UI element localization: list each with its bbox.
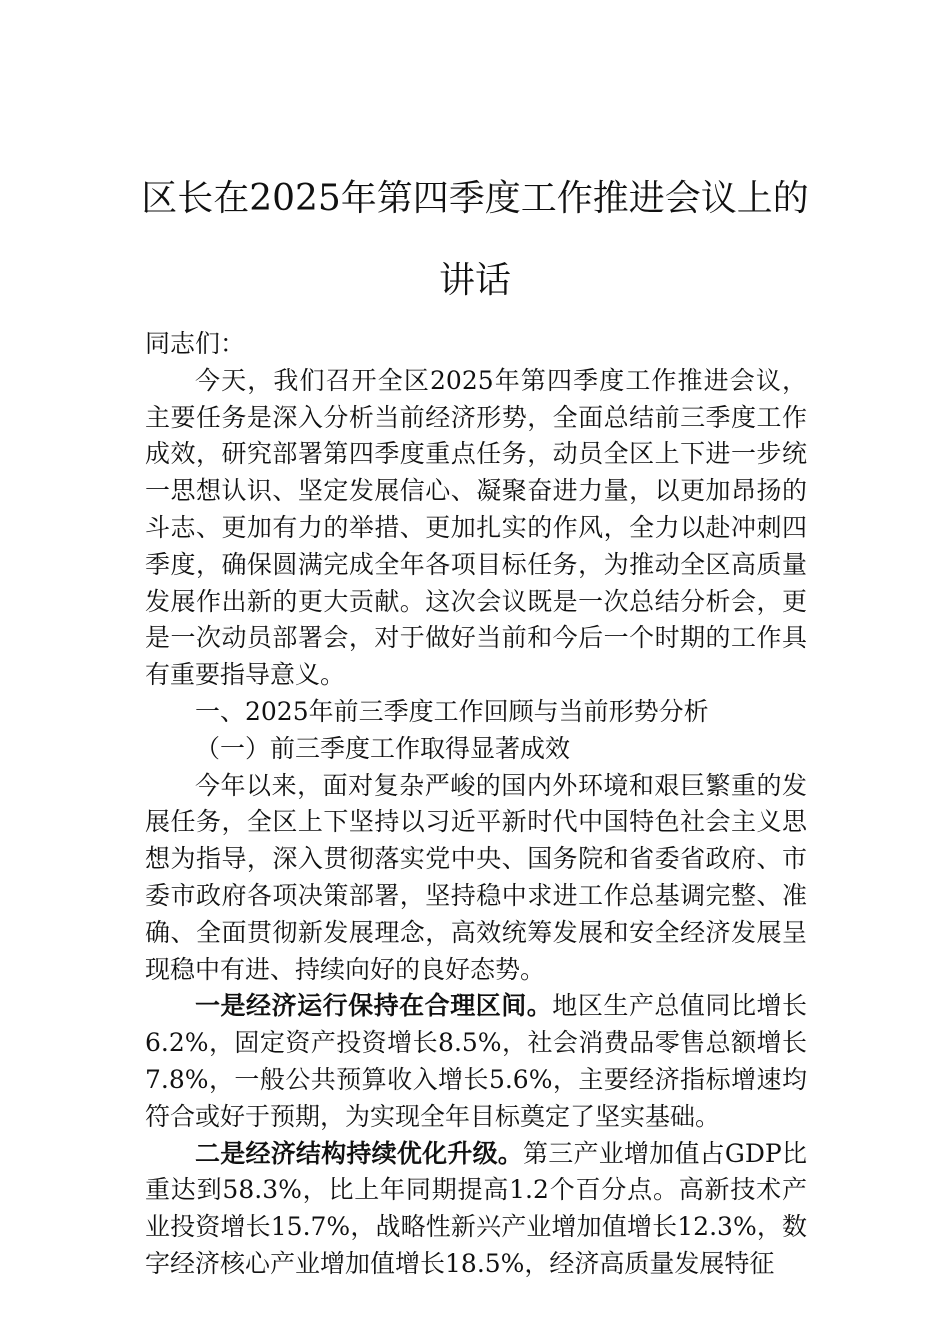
- section-1-intro-paragraph: 今年以来，面对复杂严峻的国内外环境和艰巨繁重的发展任务，全区上下坚持以习近平新时代中国特色社会主义思想为指导，深入贯彻落实党中央、国务院和省委省政府、市委市政府各项决策部署，坚持稳中求进工作总基调完整、准确、全面贯彻新发展理念，高效统筹发展和安全经济发展呈现稳中有进、持续向好的良好态势。: [145, 770, 807, 984]
- point-1-lead: 一是经济运行保持在合理区间。: [195, 991, 553, 1021]
- document-title: [130, 158, 820, 322]
- section-1-subheading-1: （一）前三季度工作取得显著成效: [195, 733, 571, 763]
- salutation: 同志们：: [145, 329, 246, 358]
- point-1-paragraph: [145, 988, 807, 1135]
- section-1-heading: 一、2025年前三季度工作回顾与当前形势分析: [195, 696, 709, 726]
- point-1-text: 地区生产总值同比增长6.2%，固定资产投资增长8.5%，社会消费品零售总额增长7.8%，一般公共预算收入增长5.6%，主要经济指标增速均符合或好于预期，为实现全年目标奠定了坚实基础。: [145, 991, 807, 1131]
- title-line-1: 区长在2025年第四季度工作推进会议上的: [141, 178, 809, 219]
- point-2-paragraph: [145, 1136, 807, 1283]
- document-body: [145, 326, 807, 1283]
- point-2-lead: 二是经济结构持续优化升级。: [195, 1138, 524, 1168]
- title-line-2: 讲话: [438, 260, 511, 301]
- intro-paragraph: 今天，我们召开全区2025年第四季度工作推进会议，主要任务是深入分析当前经济形势，全面总结前三季度工作成效，研究部署第四季度重点任务，动员全区上下进一步统一思想认识、坚定发展信心、凝聚奋进力量，以更加昂扬的斗志、更加有力的举措、更加扎实的作风，全力以赴冲刺四季度，确保圆满完成全年各项目标任务，为推动全区高质量发展作出新的更大贡献。这次会议既是一次总结分析会，更是一次动员部署会，对于做好当前和今后一个时期的工作具有重要指导意义。: [145, 365, 807, 690]
- point-2-text: 第三产业增加值占GDP比重达到58.3%，比上年同期提高1.2个百分点。高新技术产业投资增长15.7%，战略性新兴产业增加值增长12.3%，数字经济核心产业增加值增长18.5%，经济高质量发展特征: [145, 1138, 807, 1278]
